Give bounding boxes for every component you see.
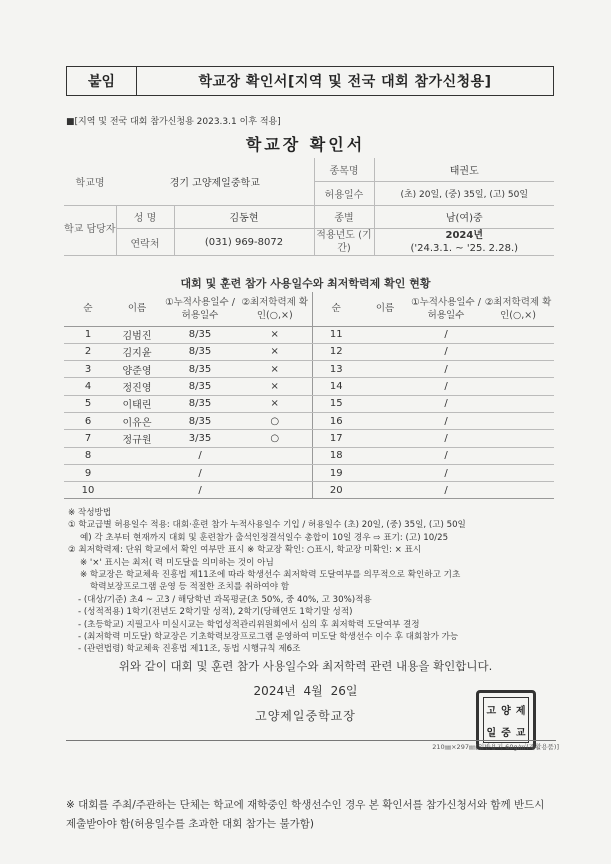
col-num: 순	[64, 292, 112, 326]
table-row	[64, 482, 554, 499]
event-value: 태권도	[374, 158, 554, 182]
paper-spec: 210㎜×297㎜[일반용지 60g/㎡(재활용품)]	[432, 743, 559, 751]
col-days: ①누적사용일수 /허용일수	[162, 292, 238, 326]
submission-note: ※ 대회를 주최/주관하는 단체는 학교에 재학중인 학생선수인 경우 본 확인서를 참가신청서와 함께 반드시 제출받아야 함(허용일수를 초과한 대회 참가는 불가함)	[66, 799, 545, 830]
cell-num: 8	[64, 447, 112, 464]
cell-check: ×	[238, 395, 312, 412]
cell-num: 4	[64, 378, 112, 395]
cell-num: 6	[64, 412, 112, 429]
cell-check: ×	[238, 343, 312, 360]
period-value	[374, 229, 554, 256]
divider	[66, 740, 556, 741]
cell-name	[112, 464, 162, 481]
cell-days: 8/35	[162, 412, 238, 429]
cell-days: 3/35	[162, 430, 238, 447]
cell-days: /	[410, 464, 482, 481]
contact-label: 연락처	[116, 229, 174, 256]
cell-num: 9	[64, 464, 112, 481]
cell-check: ×	[238, 378, 312, 395]
note-line: 학력보장프로그램 운영 등 적절한 조치를 취하여야 함	[90, 582, 290, 593]
cell-days: /	[410, 378, 482, 395]
cell-name	[360, 464, 410, 481]
cell-days: 8/35	[162, 395, 238, 412]
note-line: - (대상/기준) 초4 ~ 고3 / 해당학년 과목평균(초 50%, 중 40%, 고 30%)적용	[78, 594, 372, 605]
cell-name	[360, 412, 410, 429]
col-name: 이름	[112, 292, 162, 326]
cell-name	[360, 343, 410, 360]
confirmation-statement: 위와 같이 대회 및 훈련 참가 사용일수와 최저학력 관련 내용을 확인합니다.	[118, 659, 493, 673]
seal-char: 고	[486, 705, 497, 717]
cell-name: 이태린	[112, 395, 162, 412]
cell-num: 3	[64, 361, 112, 378]
cell-num: 11	[312, 326, 360, 343]
cell-days: /	[410, 326, 482, 343]
cell-check	[482, 447, 554, 464]
date-day: 26일	[330, 684, 358, 698]
cell-check: ×	[238, 361, 312, 378]
cell-name: 이유은	[112, 412, 162, 429]
manager-label: 학교 담당자	[64, 205, 116, 256]
note-line: 예) 각 초부터 현재까지 대회 및 훈련참가 출석인정결석일수 총합이 10일 경우 ⇨ 표기: (고) 10/25	[80, 532, 449, 543]
name-value: 김동현	[174, 205, 314, 229]
seal-characters	[483, 697, 529, 743]
cell-name: 김지윤	[112, 343, 162, 360]
table-row	[64, 430, 554, 447]
table-row	[64, 464, 554, 481]
col-name: 이름	[360, 292, 410, 326]
cell-days: /	[162, 447, 238, 464]
cell-name	[360, 482, 410, 499]
cell-num: 20	[312, 482, 360, 499]
cell-days: /	[410, 447, 482, 464]
name-label: 성 명	[116, 205, 174, 229]
cell-num: 15	[312, 395, 360, 412]
cell-check	[482, 412, 554, 429]
allowed-days-label: 허용일수	[314, 182, 374, 206]
cell-check	[482, 464, 554, 481]
section-caption: 대회 및 훈련 참가 사용일수와 최저학력제 확인 현황	[180, 277, 431, 290]
official-seal	[476, 690, 536, 750]
cell-name: 정규원	[112, 430, 162, 447]
cell-check	[238, 482, 312, 499]
col-days: ①누적사용일수 /허용일수	[410, 292, 482, 326]
principal-signature: 고양제일중학교장	[255, 709, 356, 723]
note-line: - (초등학교) 지필고사 미실시교는 학업성적관리위원회에서 심의 후 최저학력 도달여부 결정	[78, 619, 420, 630]
seal-char: 일	[486, 727, 497, 739]
cell-num: 12	[312, 343, 360, 360]
cell-check	[482, 326, 554, 343]
cell-name	[360, 326, 410, 343]
period-label: 적용년도 (기간)	[314, 229, 374, 256]
table-row	[64, 343, 554, 360]
cell-check	[482, 378, 554, 395]
cell-name: 김범진	[112, 326, 162, 343]
note-line: - (성적적용) 1학기(전년도 2학기말 성적), 2학기(당해연도 1학기말 성적)	[78, 607, 353, 618]
date-year: 2024년	[253, 684, 296, 698]
cell-name: 양준영	[112, 361, 162, 378]
cell-num: 5	[64, 395, 112, 412]
cell-num: 10	[64, 482, 112, 499]
cell-num: 7	[64, 430, 112, 447]
date-month: 4월	[303, 684, 323, 698]
writing-instructions	[68, 507, 558, 656]
cell-name: 정진영	[112, 378, 162, 395]
cell-days: /	[410, 361, 482, 378]
note-line: ※ 작성방법	[68, 508, 112, 518]
document-title: 학교장 확인서	[245, 135, 366, 154]
cell-num: 19	[312, 464, 360, 481]
cell-num: 18	[312, 447, 360, 464]
period-range: ('24.3.1. ~ '25. 2.28.)	[410, 243, 519, 254]
school-value: 경기 고양제일중학교	[116, 158, 314, 205]
cell-name	[360, 447, 410, 464]
cell-days: 8/35	[162, 326, 238, 343]
seal-char: 양	[501, 705, 511, 717]
cell-name	[360, 395, 410, 412]
table-row	[64, 378, 554, 395]
contact-value: (031) 969-8072	[174, 229, 314, 256]
cell-days: /	[410, 412, 482, 429]
cell-num: 1	[64, 326, 112, 343]
cell-check: ○	[238, 430, 312, 447]
cell-name	[360, 378, 410, 395]
school-label: 학교명	[64, 158, 116, 205]
attachment-tag: 붙임	[67, 67, 137, 95]
cell-check	[238, 464, 312, 481]
cell-check	[482, 395, 554, 412]
gender-value: 남(여)중	[374, 205, 554, 229]
allowed-days-value: (초) 20일, (중) 35일, (고) 50일	[374, 182, 554, 206]
note-line: ※ '×' 표시는 최저( 력 미도달을 의미하는 것이 아님	[80, 557, 274, 568]
student-grid	[64, 292, 554, 499]
note-line: - (최저학력 미도달) 학교장은 기초학력보장프로그램 운영하여 미도달 학생선수 이수 후 대회참가 가능	[78, 632, 459, 643]
cell-check	[238, 447, 312, 464]
col-check: ②최저학력제 확인(○,×)	[482, 292, 554, 326]
cell-days: 8/35	[162, 343, 238, 360]
attachment-title: 학교장 확인서[지역 및 전국 대회 참가신청용]	[198, 74, 492, 90]
cell-check	[482, 430, 554, 447]
cell-name	[360, 430, 410, 447]
cell-check: ×	[238, 326, 312, 343]
event-label: 종목명	[314, 158, 374, 182]
cell-days: /	[410, 343, 482, 360]
note-line: ※ 학교장은 학교체육 진흥법 제11조에 따라 학생선수 최저학력 도달여부를 의무적으로 확인하고 기초	[80, 570, 461, 581]
col-check: ②최저학력제 확인(○,×)	[238, 292, 312, 326]
cell-name	[360, 361, 410, 378]
cell-days: 8/35	[162, 378, 238, 395]
note-line: ① 학교급별 허용일수 적용: 대회·훈련 참가 누적사용일수 기입 / 허용일수 (초) 20일, (중) 35일, (고) 50일	[68, 520, 466, 531]
note-line: - (관련법령) 학교체육 진흥법 제11조, 동법 시행규칙 제6조	[78, 644, 301, 655]
table-row	[64, 447, 554, 464]
cell-name	[112, 447, 162, 464]
seal-char: 교	[515, 727, 526, 739]
seal-char: 중	[501, 727, 511, 739]
seal-char: 제	[515, 705, 526, 717]
attachment-header	[66, 66, 554, 96]
cell-days: /	[162, 482, 238, 499]
cell-days: /	[162, 464, 238, 481]
table-row	[64, 395, 554, 412]
cell-num: 13	[312, 361, 360, 378]
cell-num: 17	[312, 430, 360, 447]
cell-num: 2	[64, 343, 112, 360]
cell-check	[482, 482, 554, 499]
cell-days: /	[410, 395, 482, 412]
cell-num: 14	[312, 378, 360, 395]
note-line: ② 최저학력제: 단위 학교에서 확인 여부만 표시 ※ 학교장 확인: ○표시, 학교장 미확인: × 표시	[68, 545, 422, 556]
cell-days: 8/35	[162, 361, 238, 378]
col-num: 순	[312, 292, 360, 326]
period-year: 2024년	[445, 230, 483, 241]
cell-check: ○	[238, 412, 312, 429]
table-row	[64, 412, 554, 429]
applicability-note: ■[지역 및 전국 대회 참가신청용 2023.3.1 이후 적용]	[66, 117, 281, 127]
cell-check	[482, 361, 554, 378]
cell-days: /	[410, 482, 482, 499]
cell-check	[482, 343, 554, 360]
cell-num: 16	[312, 412, 360, 429]
gender-label: 종별	[314, 205, 374, 229]
table-row	[64, 326, 554, 343]
table-row	[64, 361, 554, 378]
cell-name	[112, 482, 162, 499]
school-info-table	[64, 158, 554, 256]
cell-days: /	[410, 430, 482, 447]
